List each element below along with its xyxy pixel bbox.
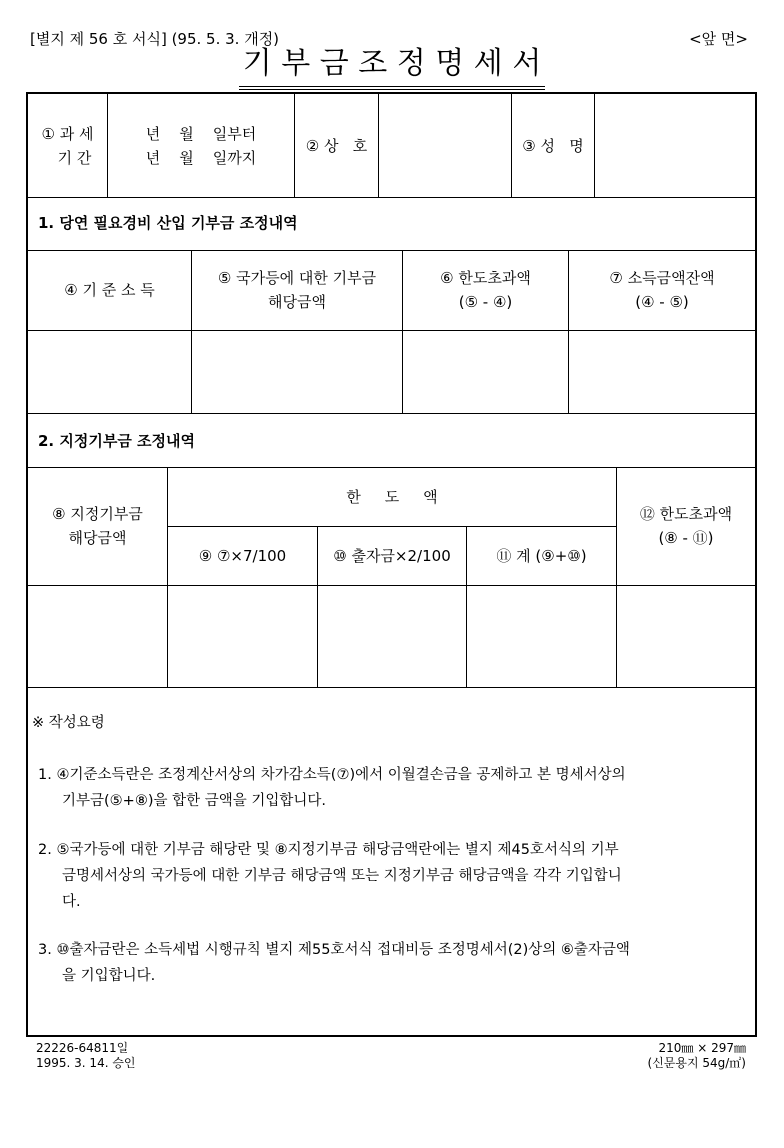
limit-excess-header <box>403 250 568 330</box>
tax-period-label <box>28 94 107 197</box>
instruction-2-line2: 금명세서상의 국가등에 대한 기부금 해당금액 또는 지정기부금 해당금액을 각각 기입합니 <box>62 868 622 884</box>
limit-7pct-input[interactable] <box>168 586 317 687</box>
limit-7pct-header: ⑨ ⑦×7/100 <box>198 547 287 565</box>
instruction-2-line3: 다. <box>62 894 81 910</box>
limit-excess-header-line1: ⑥ 한도초과액 <box>440 269 531 287</box>
period-to-text: 년 월 일까지 <box>145 148 257 167</box>
limit-amount-header: 한 도 액 <box>346 487 438 506</box>
form-reference: [별지 제 56 호 서식] (95. 5. 3. 개정) <box>30 30 280 48</box>
document-title <box>0 46 784 90</box>
tax-period-dates[interactable] <box>108 94 294 197</box>
form-code: 22226-64811일 <box>36 1041 129 1055</box>
national-donation-header-line1: ⑤ 국가등에 대한 기부금 <box>217 269 377 287</box>
period-from-text: 년 월 일부터 <box>145 124 257 143</box>
person-name-label: ③ 성 명 <box>522 136 584 155</box>
income-balance-header-line2: (④ - ⑤) <box>635 293 689 311</box>
designated-limit-excess-header-line1: ⑫ 한도초과액 <box>639 505 733 523</box>
form-table <box>26 92 757 1037</box>
investment-2pct-input[interactable] <box>318 586 466 687</box>
section1-heading: 1. 당연 필요경비 산입 기부금 조정내역 <box>38 214 298 232</box>
national-donation-input[interactable] <box>192 331 402 413</box>
base-income-input[interactable] <box>28 331 191 413</box>
instruction-1-line2: 기부금(⑤+⑧)을 합한 금액을 기입합니다. <box>62 793 326 809</box>
paper-type: (신문용지 54g/㎡) <box>647 1056 746 1070</box>
page-side-label: <앞 면> <box>689 30 748 48</box>
national-donation-header <box>192 250 402 330</box>
designated-donation-input[interactable] <box>28 586 167 687</box>
designated-donation-header-line2: 해당금액 <box>68 529 127 547</box>
instruction-3-line1: 3. ⑩출자금란은 소득세법 시행규칙 별지 제55호서식 접대비등 조정명세서(2)상의 ⑥출자금액 <box>38 942 630 958</box>
tax-period-label-line2: 기 간 <box>57 148 92 167</box>
income-balance-input[interactable] <box>569 331 755 413</box>
income-balance-header <box>569 250 755 330</box>
designated-limit-excess-header <box>617 467 755 585</box>
document-title-text: 기 부 금 조 정 명 세 서 <box>239 46 546 90</box>
limit-excess-input[interactable] <box>403 331 568 413</box>
instruction-3-line2: 을 기입합니다. <box>62 968 156 984</box>
section2-heading: 2. 지정기부금 조정내역 <box>38 432 195 450</box>
limit-total-header: ⑪ 계 (⑨+⑩) <box>496 547 587 565</box>
designated-donation-header-line1: ⑧ 지정기부금 <box>52 505 143 523</box>
limit-total-input[interactable] <box>467 586 616 687</box>
company-name-label: ② 상 호 <box>305 136 368 155</box>
income-balance-header-line1: ⑦ 소득금액잔액 <box>609 269 715 287</box>
investment-2pct-header: ⑩ 출자금×2/100 <box>333 547 451 565</box>
designated-limit-excess-header-line2: (⑧ - ⑪) <box>658 529 714 547</box>
designated-donation-header <box>28 467 167 585</box>
paper-size: 210㎜ × 297㎜ <box>658 1041 746 1055</box>
tax-period-label-line1: ① 과 세 <box>41 124 94 143</box>
base-income-header: ④ 기 준 소 득 <box>64 281 155 299</box>
approval-date: 1995. 3. 14. 승인 <box>36 1056 136 1070</box>
person-name-field[interactable] <box>595 94 755 197</box>
company-name-field[interactable] <box>379 94 511 197</box>
designated-limit-excess-input[interactable] <box>617 586 755 687</box>
national-donation-header-line2: 해당금액 <box>268 293 326 311</box>
instructions-heading: ※ 작성요령 <box>32 715 105 731</box>
instruction-1-line1: 1. ④기준소득란은 조정계산서상의 차가감소득(⑦)에서 이월결손금을 공제하고 본 명세서상의 <box>38 767 626 783</box>
limit-excess-header-line2: (⑤ - ④) <box>458 293 513 311</box>
instruction-2-line1: 2. ⑤국가등에 대한 기부금 해당란 및 ⑧지정기부금 해당금액란에는 별지 제45호서식의 기부 <box>38 842 619 858</box>
